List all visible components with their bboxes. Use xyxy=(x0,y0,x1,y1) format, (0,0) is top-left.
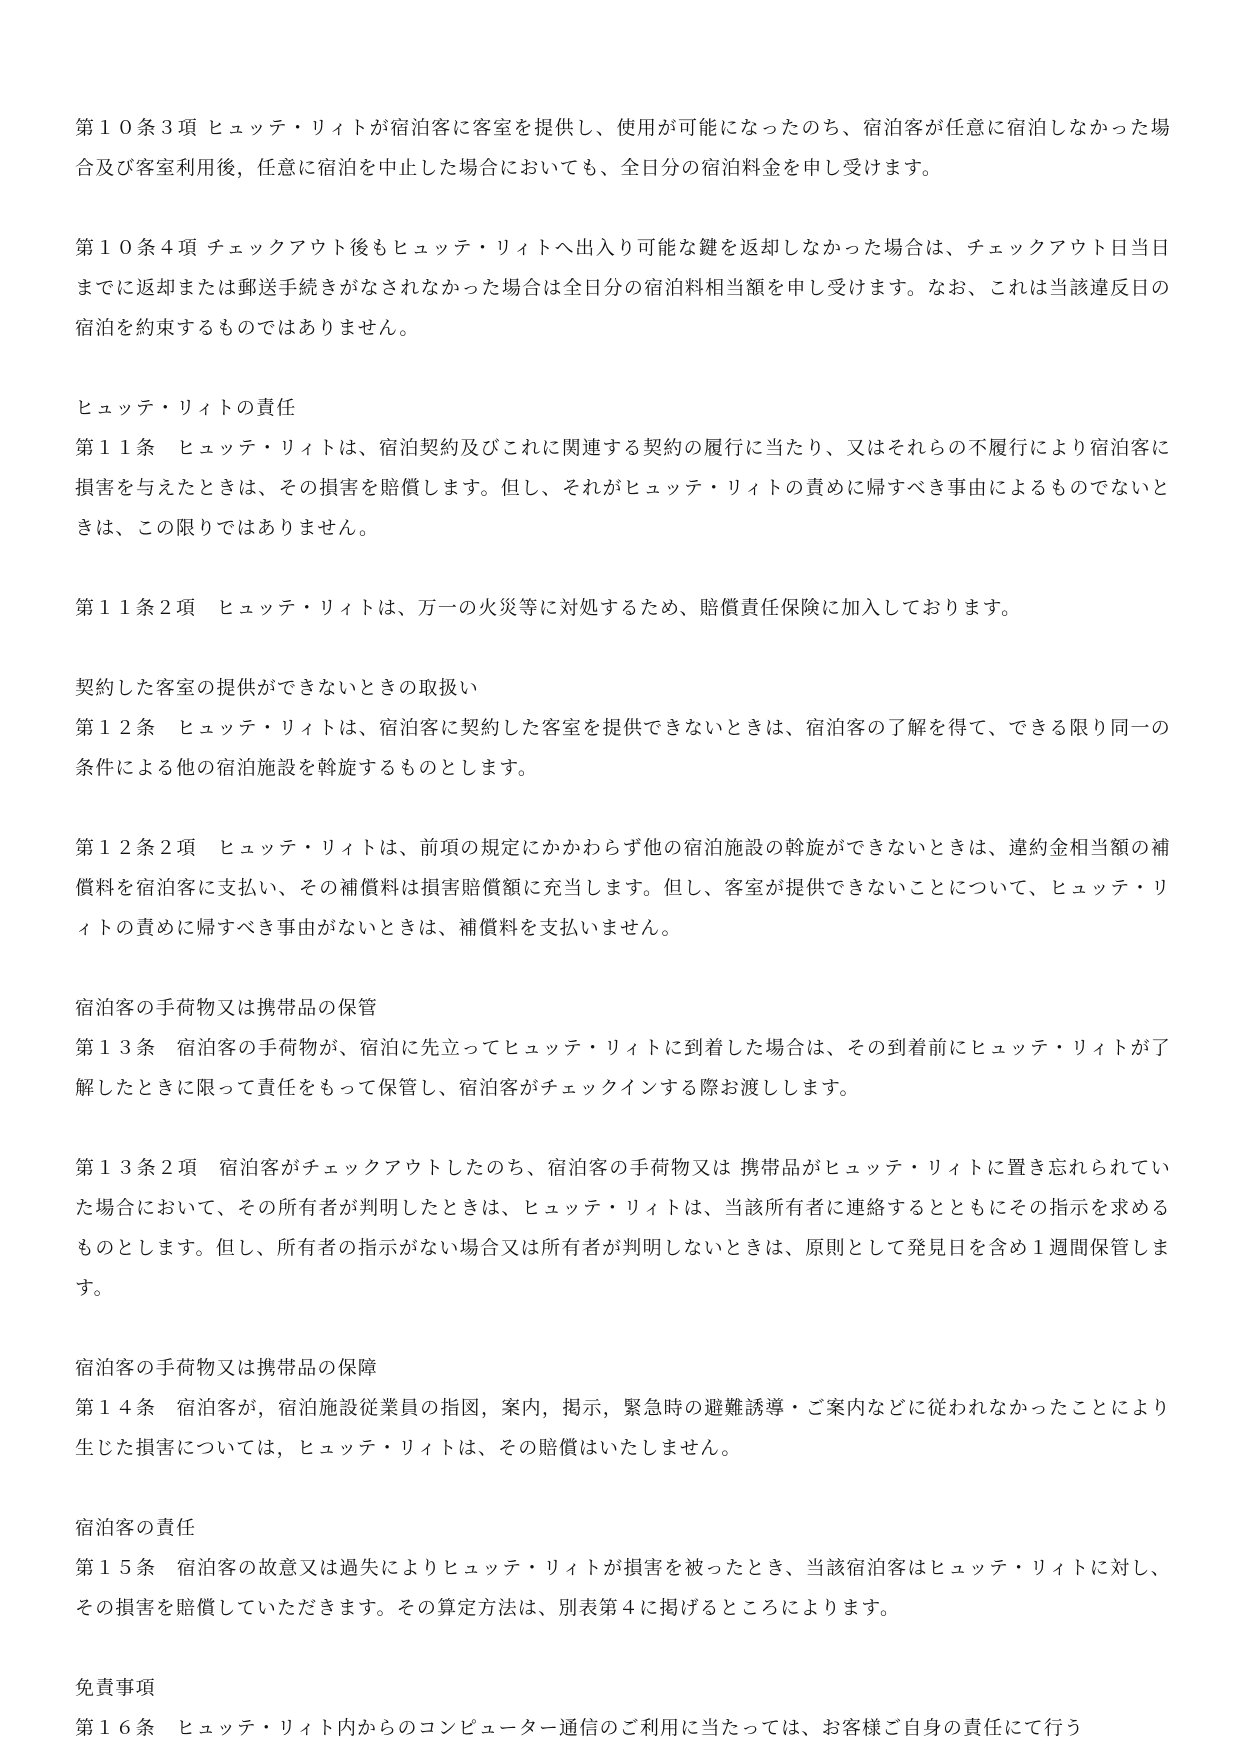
article-10-4: 第１０条４項 チェックアウト後もヒュッテ・リィトへ出入り可能な鍵を返却しなかった場合は、チェックアウト日当日までに返却または郵送手続きがなされなかった場合は全日分の宿泊料相当額を申し受けます。なお、これは当該違反日の宿泊を約束するものではありません。 xyxy=(75,237,1171,339)
section-disclaimer xyxy=(75,1668,1171,1748)
article-10-3: 第１０条３項 ヒュッテ・リィトが宿泊客に客室を提供し、使用が可能になったのち、宿泊客が任意に宿泊しなかった場合及び客室利用後，任意に宿泊を中止した場合においても、全日分の宿泊料金を申し受けます。 xyxy=(75,117,1171,179)
section-inn-liability xyxy=(75,388,1171,548)
section-heading: 宿泊客の責任 xyxy=(75,1517,197,1539)
section-heading: 契約した客室の提供ができないときの取扱い xyxy=(75,677,480,699)
article-11: 第１１条 ヒュッテ・リィトは、宿泊契約及びこれに関連する契約の履行に当たり、又はそれらの不履行により宿泊客に損害を与えたときは、その損害を賠償します。但し、それがヒュッテ・リィトの責めに帰すべき事由によるものでないときは、この限りではありません。 xyxy=(75,437,1171,539)
article-12: 第１２条 ヒュッテ・リィトは、宿泊客に契約した客室を提供できないときは、宿泊客の了解を得て、できる限り同一の条件による他の宿泊施設を斡旋するものとします。 xyxy=(75,717,1171,779)
section-baggage-guarantee xyxy=(75,1348,1171,1468)
section-heading: 宿泊客の手荷物又は携帯品の保管 xyxy=(75,997,379,1019)
article-13-2: 第１３条２項 宿泊客がチェックアウトしたのち、宿泊客の手荷物又は 携帯品がヒュッテ・リィトに置き忘れられていた場合において、その所有者が判明したときは、ヒュッテ・リィトは、当該所有者に連絡するとともにその指示を求めるものとします。但し、所有者の指示がない場合又は所有者が判明しないときは、原則として発見日を含め１週間保管します。 xyxy=(75,1157,1171,1299)
article-14: 第１４条 宿泊客が，宿泊施設従業員の指図，案内，掲示，緊急時の避難誘導・ご案内などに従われなかったことにより生じた損害については，ヒュッテ・リィトは、その賠償はいたしません。 xyxy=(75,1397,1171,1459)
article-15: 第１５条 宿泊客の故意又は過失によりヒュッテ・リィトが損害を被ったとき、当該宿泊客はヒュッテ・リィトに対し、その損害を賠償していただきます。その算定方法は、別表第４に掲げるところによります。 xyxy=(75,1557,1171,1619)
section-heading: 宿泊客の手荷物又は携帯品の保障 xyxy=(75,1357,379,1379)
section-guest-liability xyxy=(75,1508,1171,1628)
article-13: 第１３条 宿泊客の手荷物が、宿泊に先立ってヒュッテ・リィトに到着した場合は、その到着前にヒュッテ・リィトが了解したときに限って責任をもって保管し、宿泊客がチェックインする際お渡しします。 xyxy=(75,1037,1171,1099)
section-heading: ヒュッテ・リィトの責任 xyxy=(75,397,297,419)
article-11-2: 第１１条２項 ヒュッテ・リィトは、万一の火災等に対処するため、賠償責任保険に加入しております。 xyxy=(75,597,1022,619)
section-heading: 免責事項 xyxy=(75,1677,156,1699)
section-room-unavailable xyxy=(75,668,1171,788)
section-baggage-storage xyxy=(75,988,1171,1108)
article-12-2: 第１２条２項 ヒュッテ・リィトは、前項の規定にかかわらず他の宿泊施設の斡旋ができないときは、違約金相当額の補償料を宿泊客に支払い、その補償料は損害賠償額に充当します。但し、客室が提供できないことについて、ヒュッテ・リィトの責めに帰すべき事由がないときは、補償料を支払いません。 xyxy=(75,837,1171,939)
article-16: 第１６条 ヒュッテ・リィト内からのコンピューター通信のご利用に当たっては、お客様ご自身の責任にて行う xyxy=(75,1717,1085,1739)
